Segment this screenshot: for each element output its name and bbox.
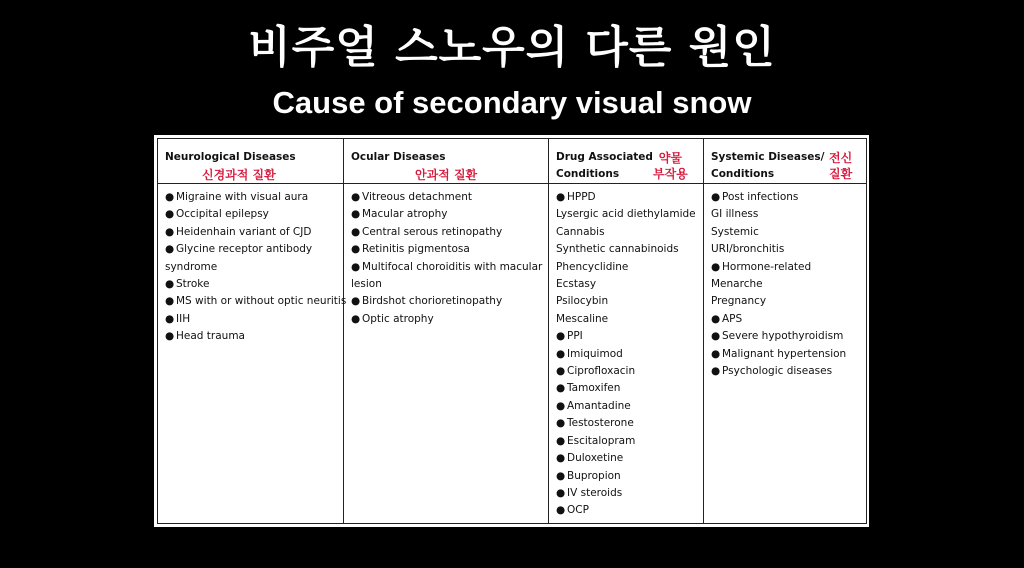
list-item <box>556 380 703 397</box>
list-item <box>711 328 866 345</box>
header-drug-korean: 약물 부작용 <box>653 151 688 181</box>
list-item <box>165 328 343 345</box>
list-item-text: Imiquimod <box>567 347 623 360</box>
list-item <box>165 224 343 241</box>
list-item <box>556 293 703 310</box>
list-item <box>165 311 343 328</box>
list-item <box>711 346 866 363</box>
bullet-icon: ● <box>556 347 566 360</box>
list-item <box>556 398 703 415</box>
list-item-text: Severe hypothyroidism <box>722 330 844 343</box>
bullet-icon: ● <box>711 312 721 325</box>
list-item <box>711 311 866 328</box>
list-item <box>556 206 703 223</box>
bullet-icon: ● <box>351 225 361 238</box>
bullet-icon: ● <box>556 365 566 378</box>
list-item-text: Testosterone <box>567 417 634 430</box>
list-item-text: Ecstasy <box>556 278 597 291</box>
bullet-icon: ● <box>711 347 721 360</box>
bullet-icon: ● <box>351 295 361 308</box>
list-item <box>556 189 703 206</box>
bullet-icon: ● <box>351 260 361 273</box>
list-item <box>556 276 703 293</box>
list-item <box>711 206 866 223</box>
list-item <box>711 293 866 310</box>
list-item-text: Psilocybin <box>556 295 609 308</box>
list-item <box>711 259 866 276</box>
list-item <box>165 293 347 310</box>
bullet-icon: ● <box>351 243 361 256</box>
list-item-text: Head trauma <box>176 330 245 343</box>
header-drug <box>549 139 704 184</box>
page-title-korean: 비주얼 스노우의 다른 원인 <box>248 22 776 73</box>
header-systemic-label-line1: Systemic Diseases/ <box>711 151 825 163</box>
list-item-text: Malignant hypertension <box>722 347 847 360</box>
list-item <box>556 224 703 241</box>
list-item-text: IV steroids <box>567 486 623 499</box>
column-drug <box>549 184 704 524</box>
list-item <box>711 224 866 241</box>
list-item-text: Retinitis pigmentosa <box>362 243 470 256</box>
header-neurological-korean: 신경과적 질환 <box>202 168 276 182</box>
list-item-text: Amantadine <box>567 399 631 412</box>
header-ocular-korean: 안과적 질환 <box>415 168 478 182</box>
list-item-text: Migraine with visual aura <box>176 191 309 203</box>
list-item-text: Vitreous detachment <box>362 191 472 203</box>
bullet-icon: ● <box>556 417 566 430</box>
list-item <box>556 346 703 363</box>
bullet-icon: ● <box>556 382 566 395</box>
header-ocular-label: Ocular Diseases <box>351 151 446 163</box>
bullet-icon: ● <box>165 295 175 308</box>
list-item <box>711 276 866 293</box>
list-item-text: Stroke <box>176 278 210 291</box>
list-item <box>351 276 548 293</box>
list-item <box>351 189 548 206</box>
list-item <box>556 241 703 258</box>
list-item <box>556 450 703 467</box>
list-item <box>351 241 548 258</box>
column-systemic <box>704 184 867 524</box>
list-item <box>165 189 343 206</box>
list-item <box>556 311 703 328</box>
bullet-icon: ● <box>556 330 566 343</box>
bullet-icon: ● <box>556 504 566 517</box>
bullet-icon: ● <box>556 434 566 447</box>
list-item-text: Pregnancy <box>711 295 767 308</box>
header-systemic <box>704 139 867 184</box>
bullet-icon: ● <box>711 260 721 273</box>
list-item <box>711 363 866 380</box>
list-item-text: GI illness <box>711 208 759 221</box>
list-item-text: Multifocal choroiditis with macular <box>362 260 543 273</box>
causes-table <box>157 138 867 524</box>
header-systemic-label-line2: Conditions <box>711 168 775 180</box>
bullet-icon: ● <box>165 243 175 256</box>
list-item-text: Optic atrophy <box>362 312 434 325</box>
list-item-text: Glycine receptor antibody <box>176 243 313 256</box>
list-item <box>711 241 866 258</box>
bullet-icon: ● <box>351 191 361 203</box>
list-item <box>556 363 703 380</box>
list-item-text: lesion <box>351 278 382 291</box>
list-item-text: Tamoxifen <box>567 382 621 395</box>
list-item <box>556 328 703 345</box>
bullet-icon: ● <box>556 452 566 465</box>
list-item-text: Birdshot chorioretinopathy <box>362 295 503 308</box>
list-item <box>165 241 343 258</box>
list-item-text: Bupropion <box>567 469 621 482</box>
bullet-icon: ● <box>165 312 175 325</box>
list-item <box>711 189 866 206</box>
header-neurological-label: Neurological Diseases <box>165 151 296 163</box>
list-item-text: Cannabis <box>556 225 605 238</box>
list-item-text: HPPD <box>567 191 596 203</box>
list-item <box>556 433 703 450</box>
list-item-text: Mescaline <box>556 312 609 325</box>
list-item-text: Systemic <box>711 225 759 238</box>
list-item <box>556 468 703 485</box>
list-item <box>165 259 343 276</box>
page-title-english: Cause of secondary visual snow <box>272 85 752 120</box>
list-item-text: IIH <box>176 312 191 325</box>
list-item-text: Ciprofloxacin <box>567 365 636 378</box>
list-item-text: APS <box>722 312 743 325</box>
bullet-icon: ● <box>165 191 175 203</box>
bullet-icon: ● <box>165 225 175 238</box>
list-item-text: syndrome <box>165 260 218 273</box>
list-item-text: Escitalopram <box>567 434 636 447</box>
header-systemic-korean: 전신 질환 <box>829 151 853 181</box>
header-neurological <box>158 139 344 184</box>
list-item-text: Lysergic acid diethylamide <box>556 208 696 221</box>
bullet-icon: ● <box>165 330 175 343</box>
list-item-text: Macular atrophy <box>362 208 448 221</box>
bullet-icon: ● <box>556 469 566 482</box>
list-item <box>351 311 548 328</box>
bullet-icon: ● <box>165 208 175 221</box>
list-item <box>351 259 548 276</box>
list-item <box>165 276 343 293</box>
list-item-text: Menarche <box>711 278 763 291</box>
header-drug-label-line2: Conditions <box>556 168 620 180</box>
bullet-icon: ● <box>711 330 721 343</box>
bullet-icon: ● <box>711 191 721 203</box>
list-item-text: Psychologic diseases <box>722 365 833 378</box>
bullet-icon: ● <box>351 208 361 221</box>
list-item-text: Post infections <box>722 191 799 203</box>
column-neurological <box>158 184 347 524</box>
bullet-icon: ● <box>351 312 361 325</box>
list-item-text: Heidenhain variant of CJD <box>176 225 312 238</box>
bullet-icon: ● <box>556 486 566 499</box>
list-item-text: Synthetic cannabinoids <box>556 243 679 256</box>
list-item-text: OCP <box>567 504 589 517</box>
list-item <box>351 224 548 241</box>
bullet-icon: ● <box>556 399 566 412</box>
list-item <box>351 206 548 223</box>
list-item <box>165 206 343 223</box>
list-item-text: Hormone-related <box>722 260 812 273</box>
list-item <box>556 502 703 519</box>
list-item-text: Duloxetine <box>567 452 624 465</box>
bullet-icon: ● <box>711 365 721 378</box>
list-item <box>351 293 548 310</box>
list-item-text: Phencyclidine <box>556 260 629 273</box>
bullet-icon: ● <box>165 278 175 291</box>
causes-table-card <box>154 135 869 527</box>
header-drug-label-line1: Drug Associated <box>556 151 653 163</box>
list-item-text: URI/bronchitis <box>711 243 785 256</box>
list-item <box>556 415 703 432</box>
list-item-text: MS with or without optic neuritis <box>176 295 347 308</box>
list-item-text: Occipital epilepsy <box>176 208 269 221</box>
header-ocular <box>344 139 549 184</box>
column-ocular <box>344 184 549 524</box>
list-item-text: PPI <box>567 330 583 343</box>
bullet-icon: ● <box>556 191 566 203</box>
list-item <box>556 259 703 276</box>
list-item-text: Central serous retinopathy <box>362 225 503 238</box>
list-item <box>556 485 703 502</box>
